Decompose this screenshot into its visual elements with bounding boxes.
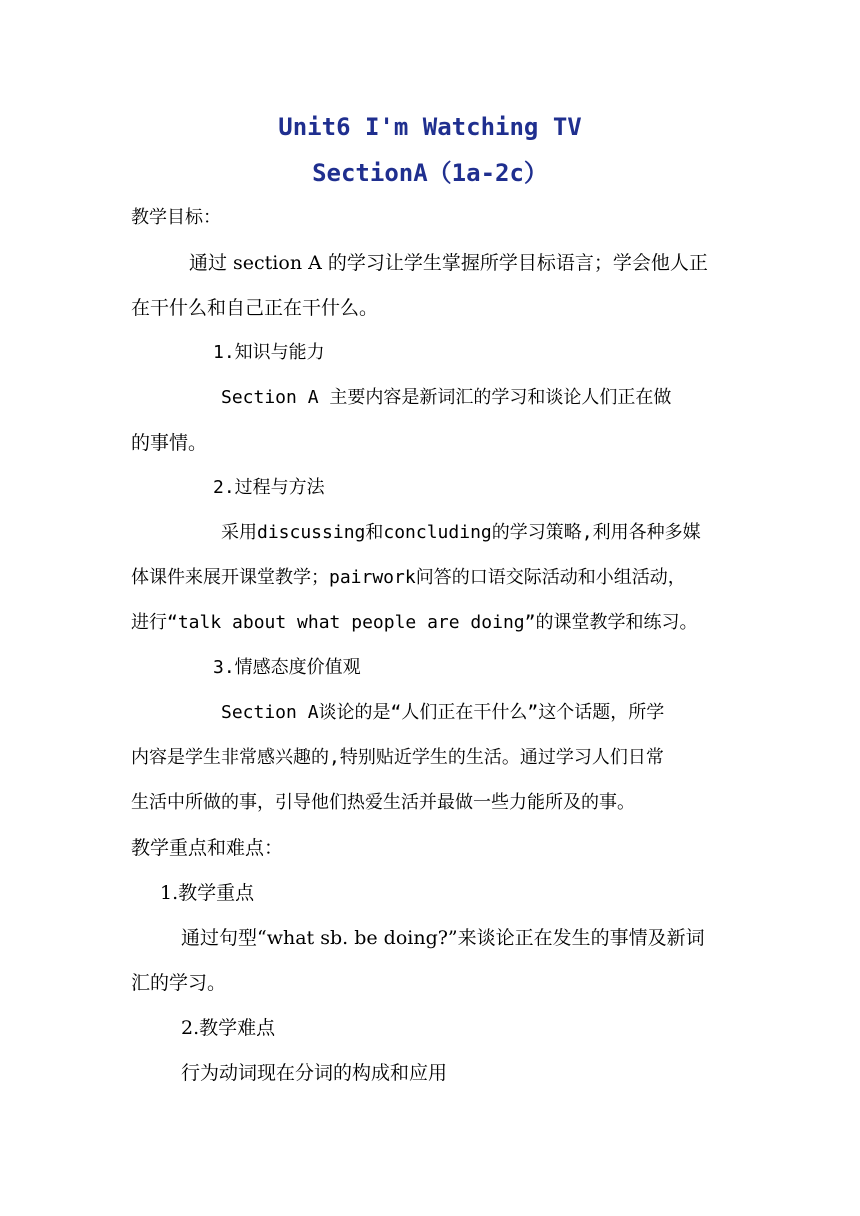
subheading-emotion-attitude-values: 3.情感态度价值观 [213,657,361,678]
paragraph-line: 生活中所做的事，引导他们热爱生活并最做一些力能所及的事。 [131,792,635,813]
subheading-teaching-key-points: 1.教学重点 [160,882,255,904]
document-subtitle: SectionA（1a-2c） [312,159,548,187]
paragraph-line: 采用discussing和concluding的学习策略,利用各种多媒 [221,522,701,543]
paragraph-line: 内容是学生非常感兴趣的,特别贴近学生的生活。通过学习人们日常 [131,747,664,768]
paragraph-line: Section A 主要内容是新词汇的学习和谈论人们正在做 [221,387,672,408]
section-heading-teaching-objectives: 教学目标： [131,207,221,228]
paragraph-line: 体课件来展开课堂教学；pairwork问答的口语交际活动和小组活动， [131,567,686,588]
subheading-knowledge-ability: 1.知识与能力 [213,342,325,363]
paragraph-line: Section A谈论的是“人们正在干什么”这个话题，所学 [221,702,665,723]
paragraph-line: 进行“talk about what people are doing”的课堂教学和练习。 [131,612,698,633]
paragraph-line: 通过句型“what sb. be doing?”来谈论正在发生的事情及新词 [181,927,705,949]
document-title: Unit6 I'm Watching TV [278,113,582,141]
section-heading-key-difficult-points: 教学重点和难点： [131,837,284,859]
paragraph-line: 在干什么和自己正在干什么。 [131,297,379,319]
paragraph-line: 汇的学习。 [131,972,227,994]
paragraph-line: 通过 section A 的学习让学生掌握所学目标语言；学会他人正 [189,252,708,274]
subheading-teaching-difficulties: 2.教学难点 [181,1017,276,1039]
paragraph-line: 行为动词现在分词的构成和应用 [181,1062,448,1084]
paragraph-line: 的事情。 [131,432,208,454]
subheading-process-method: 2.过程与方法 [213,477,325,498]
